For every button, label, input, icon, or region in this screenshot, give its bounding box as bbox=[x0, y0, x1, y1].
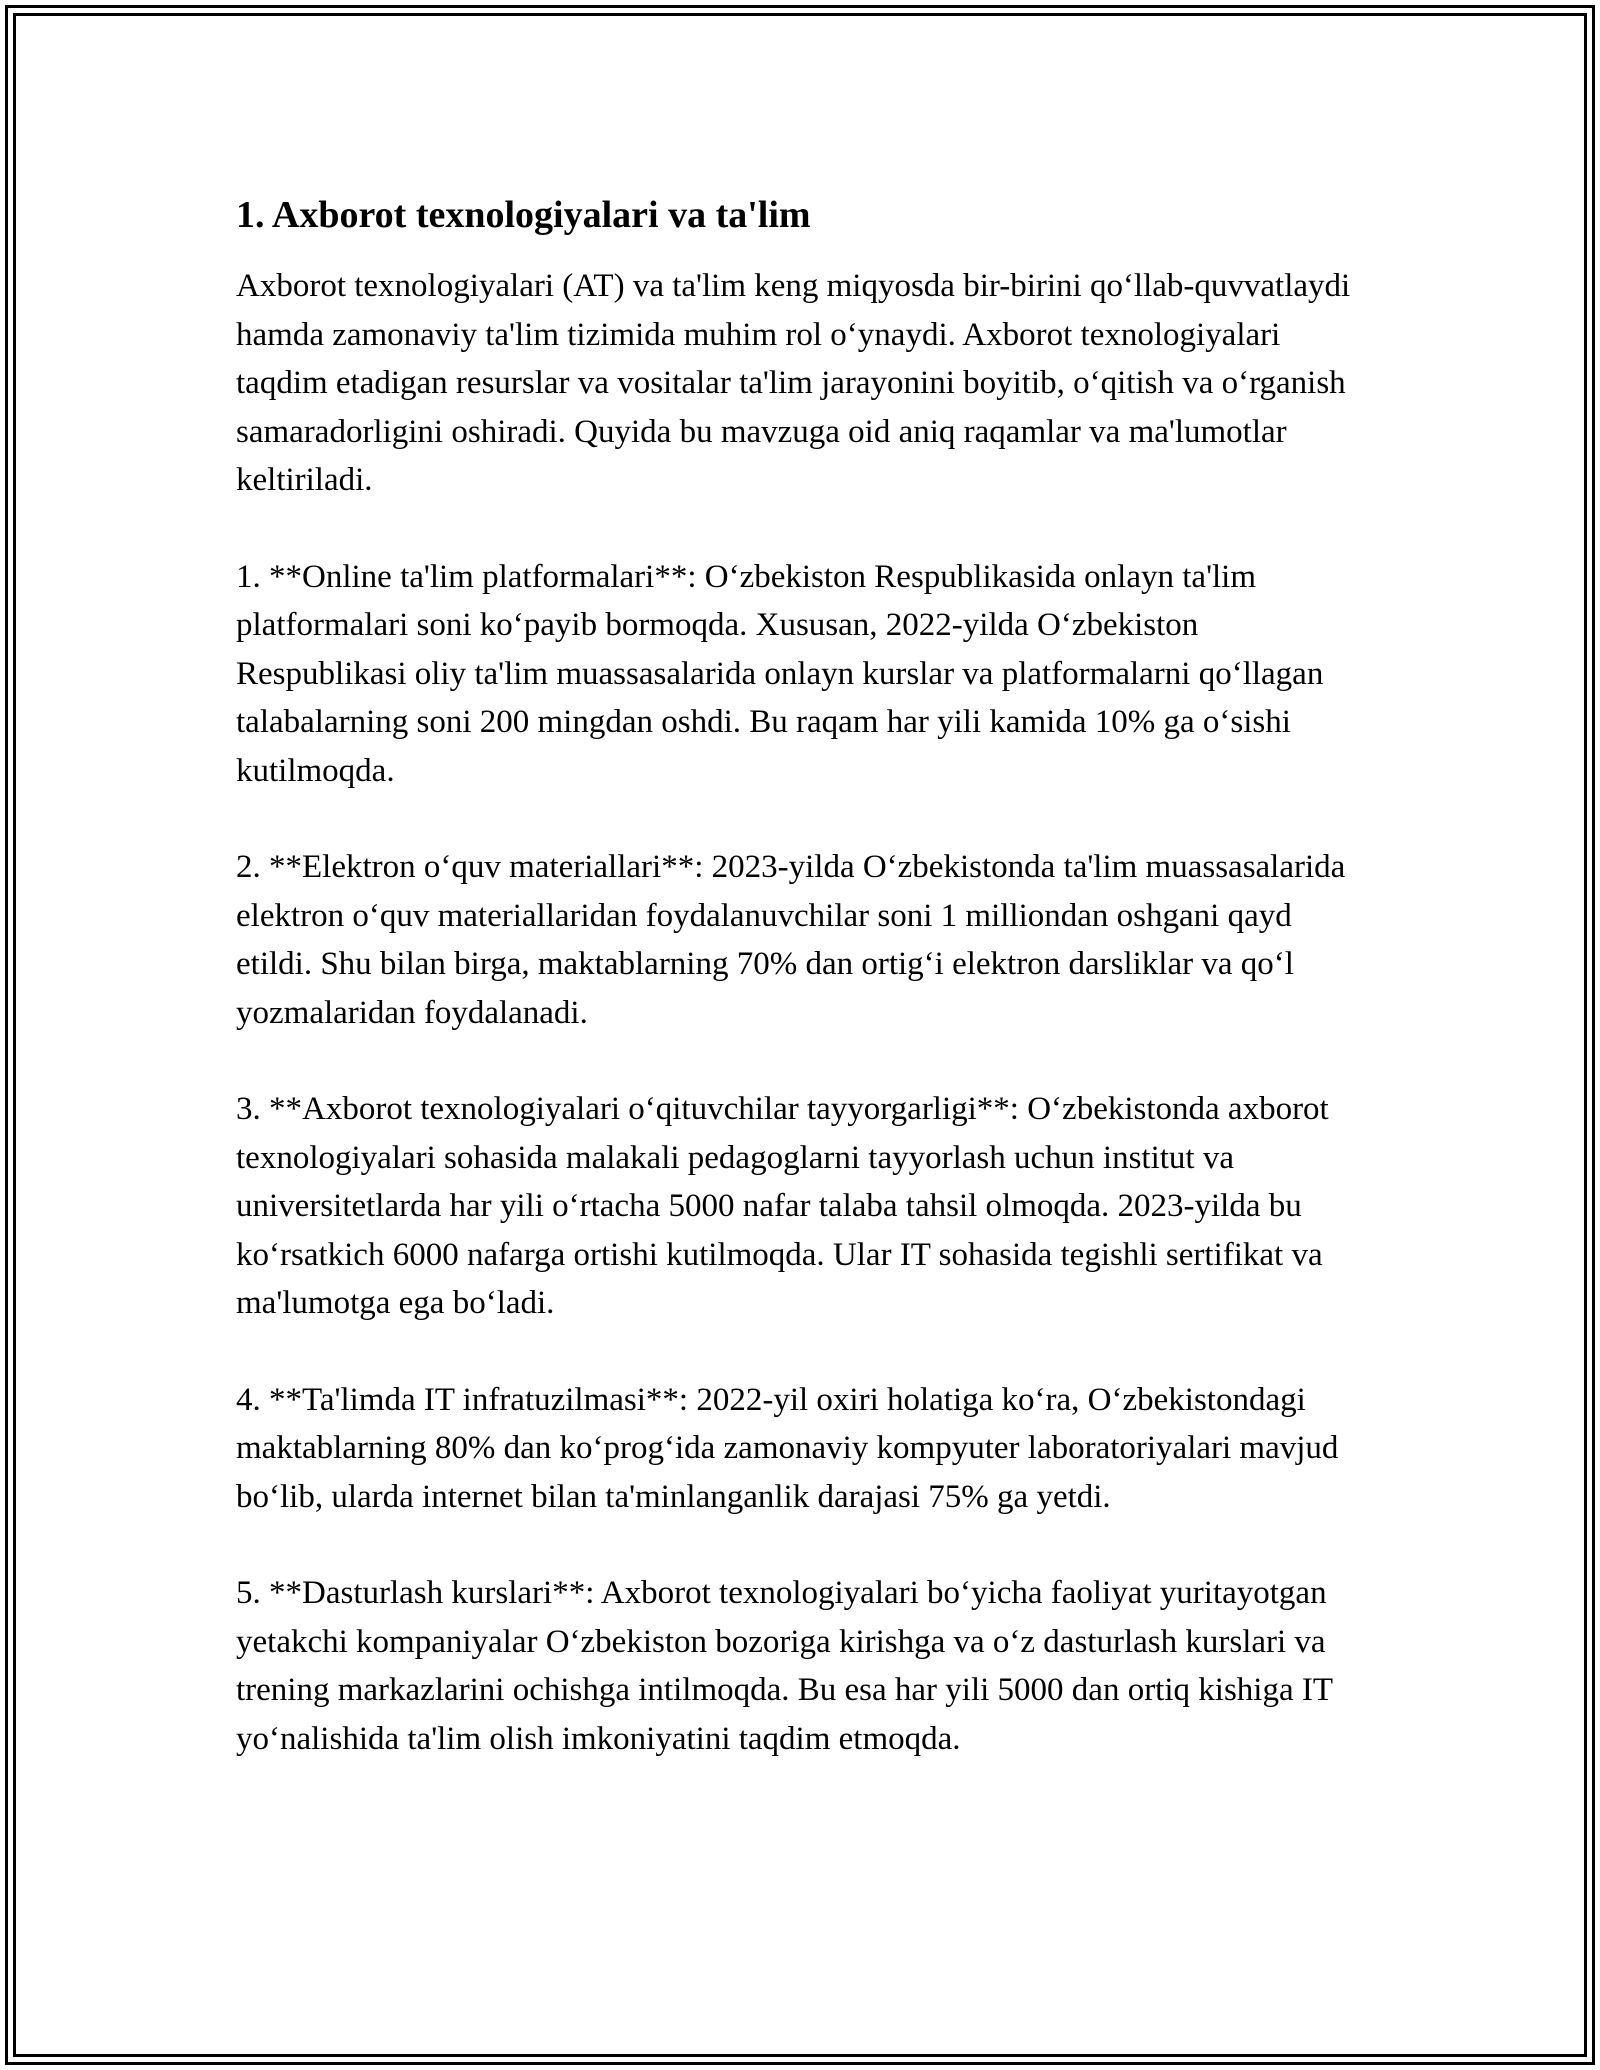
intro-paragraph: Axborot texnologiyalari (AT) va ta'lim keng miqyosda bir-birini qo‘llab-quvvatlaydi hamda zamonaviy ta'lim tizimida muhim rol o‘ynaydi. Axborot texnologiyalari taqdim etadigan resurslar va vositalar ta'lim jarayonini boyitib, o‘qitish va o‘rganish samaradorligini oshiradi. Quyida bu mavzuga oid aniq raqamlar va ma'lumotlar keltiriladi. bbox=[236, 268, 1351, 498]
list-item-it-infrastructure: 4. **Ta'limda IT infratuzilmasi**: 2022-yil oxiri holatiga ko‘ra, O‘zbekistondagi maktablarning 80% dan ko‘prog‘ida zamonaviy kompyuter laboratoriyalari mavjud bo‘lib, ularda internet bilan ta'minlanganlik darajasi 75% ga yetdi. bbox=[236, 1381, 1339, 1515]
list-item-teacher-training: 3. **Axborot texnologiyalari o‘qituvchilar tayyorgarligi**: O‘zbekistonda axborot texnologiyalari sohasida malakali pedagoglarni tayyorlash uchun institut va universitetlarda har yili o‘rtacha 5000 nafar talaba tahsil olmoqda. 2023-yilda bu ko‘rsatkich 6000 nafarga ortishi kutilmoqda. Ular IT sohasida tegishli sertifikat va ma'lumotga ega bo‘ladi. bbox=[236, 1091, 1329, 1321]
list-item-online-platforms: 1. **Online ta'lim platformalari**: O‘zbekiston Respublikasida onlayn ta'lim platformalari soni ko‘payib bormoqda. Xususan, 2022-yilda O‘zbekiston Respublikasi oliy ta'lim muassasalarida onlayn kurslar va platformalarni qo‘llagan talabalarning soni 200 mingdan oshdi. Bu raqam har yili kamida 10% ga o‘sishi kutilmoqda. bbox=[236, 558, 1324, 789]
list-item-electronic-materials: 2. **Elektron o‘quv materiallari**: 2023-yilda O‘zbekistonda ta'lim muassasalarida elektron o‘quv materiallaridan foydalanuvchilar soni 1 milliondan oshgani qayd etildi. Shu bilan birga, maktablarning 70% dan ortig‘i elektron darsliklar va qo‘l yozmalaridan foydalanadi. bbox=[236, 849, 1346, 1031]
list-item-programming-courses: 5. **Dasturlash kurslari**: Axborot texnologiyalari bo‘yicha faoliyat yuritayotgan yetakchi kompaniyalar O‘zbekiston bozoriga kirishga va o‘z dasturlash kurslari va trening markazlarini ochishga intilmoqda. Bu esa har yili 5000 dan ortiq kishiga IT yo‘nalishida ta'lim olish imkoniyatini taqdim etmoqda. bbox=[236, 1575, 1333, 1757]
document-body bbox=[236, 186, 1366, 1811]
page-title: 1. Axborot texnologiyalari va ta'lim bbox=[236, 194, 811, 236]
